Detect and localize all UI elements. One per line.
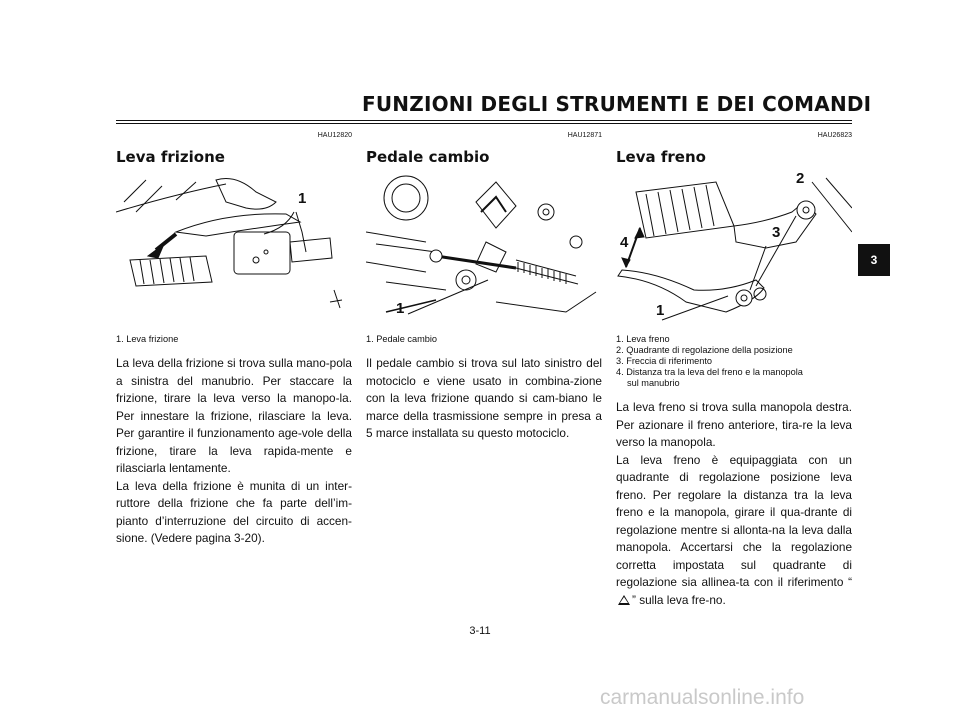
caption-line: 4. Distanza tra la leva del freno e la manopola [616,367,803,377]
body-text [616,399,852,609]
figure-caption [116,334,352,345]
paragraph: Il pedale cambio si trova sul lato sinistro del motociclo e viene usato in combina-zione con la leva frizione quando si cam-biano le marce della trasmissione sempre in presa a 5 marce installata su questo motociclo. [366,356,602,440]
body-text [116,355,352,548]
callout-label: 3 [772,224,781,241]
paragraph: La leva della frizione è munita di un inter-ruttore della frizione che fa parte dell’im-pianto d’interruzione del circuito di accen-sione. (Vedere pagina 3-20). [116,478,352,545]
callout-label: 1 [396,300,405,317]
section-title: Pedale cambio [366,148,490,166]
body-text [366,355,602,443]
section-code: HAU12871 [567,132,602,139]
callout-label: 1 [656,302,665,319]
section-code: HAU26823 [817,132,852,139]
caption-line: 1. Pedale cambio [366,334,437,344]
watermark: carmanualsonline.info [600,686,805,709]
paragraph-text: ” sulla leva fre-no. [632,592,726,607]
section-brake-lever [616,132,852,609]
paragraph: La leva freno si trova sulla manopola destra. Per azionare il freno anteriore, tira-re la leva verso la manopola. [616,400,852,449]
section-clutch-lever [116,132,352,548]
shift-pedal-figure [366,172,602,330]
figure-caption [616,334,852,389]
section-title: Leva frizione [116,148,225,166]
reference-mark-icon [618,595,630,605]
caption-line: sul manubrio [627,378,680,388]
section-shift-pedal [366,132,602,443]
brake-lever-figure [616,172,852,330]
callout-label: 1 [298,190,307,207]
header-rule-thin [116,123,852,124]
caption-line: 1. Leva frizione [116,334,179,344]
section-title: Leva freno [616,148,706,166]
caption-line: 2. Quadrante di regolazione della posizione [616,345,793,355]
callout-label: 2 [796,170,805,187]
paragraph [616,452,852,610]
paragraph: La leva della frizione si trova sulla mano-pola a sinistra del manubrio. Per staccare la frizione, tirare la leva verso la manopo-la. Per innestare la frizione, rilasciare la leva. Per garantire il funzionamento age-vole della frizione, tirare la leva rapida-mente e rilasciarla lentamente. [116,356,352,475]
header-rule [116,120,852,121]
clutch-lever-figure [116,172,352,330]
page-number: 3-11 [469,625,491,637]
paragraph-text: La leva freno è equipaggiata con un quadrante di regolazione posizione leva freno. Per regolare la distanza tra la leva freno e la manopola, girare il qua-drante di regolazione mentre si allonta-na la leva dalla manopola. Accertarsi che la regolazione corretta impostata sul quadrante di regolazione sia allinea-ta con il riferimento “ [616,452,852,589]
section-code: HAU12820 [317,132,352,139]
figure-caption [366,334,602,345]
callout-label: 4 [620,234,629,251]
caption-line: 3. Freccia di riferimento [616,356,712,366]
page-header-title: FUNZIONI DEGLI STRUMENTI E DEI COMANDI [362,92,872,116]
caption-line: 1. Leva freno [616,334,670,344]
chapter-tab[interactable]: 3 [858,244,890,276]
